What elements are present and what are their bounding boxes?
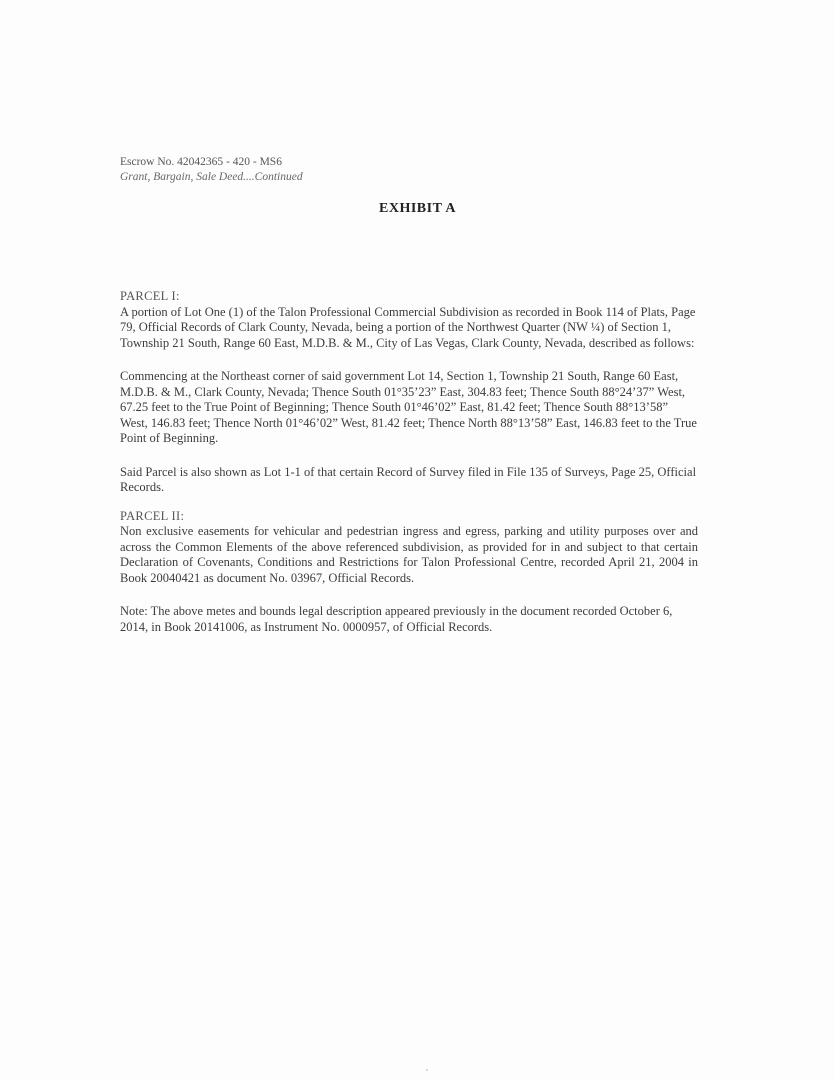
parcel-1-survey-note: Said Parcel is also shown as Lot 1-1 of that certain Record of Survey filed in File 135 of Surveys, Page 25, Official Records.	[120, 464, 697, 494]
parcel-1-description: A portion of Lot One (1) of the Talon Professional Commercial Subdivision as recorded in Book 114 of Plats, Page 79, Official Records of Clark County, Nevada, being a portion of the Northwest Quarter (NW ¼) of Section 1, Township 21 South, Range 60 East, M.D.B. & M., City of Las Vegas, Clark County, Nevada, described as follows:	[120, 304, 696, 350]
document-header	[120, 155, 303, 185]
deed-continued-label: Grant, Bargain, Sale Deed....Continued	[120, 171, 303, 183]
scan-speck	[426, 1069, 428, 1071]
legal-description	[120, 289, 698, 653]
recording-note: Note: The above metes and bounds legal description appeared previously in the document recorded October 6, 2014, in Book 20141006, as Instrument No. 0000957, of Official Records.	[120, 604, 673, 634]
parcel-1-metes-bounds: Commencing at the Northeast corner of said government Lot 14, Section 1, Township 21 South, Range 60 East, M.D.B. & M., Clark County, Nevada; Thence South 01°35’23” East, 304.83 feet; Thence South 88°24’37” West, 67.25 feet to the True Point of Beginning; Thence South 01°46’02” East, 81.42 feet; Thence South 88°13’58” West, 146.83 feet; Thence North 01°46’02” West, 81.42 feet; Thence North 88°13’58” East, 146.83 feet to the True Point of Beginning.	[120, 369, 697, 445]
parcel-2-easements: Non exclusive easements for vehicular and pedestrian ingress and egress, parking and utility purposes over and across the Common Elements of the above referenced subdivision, as provided for in and subject to that certain Declaration of Covenants, Conditions and Restrictions for Talon Professional Centre, recorded April 21, 2004 in Book 20040421 as document No. 03967, Official Records.	[120, 524, 698, 585]
escrow-number: Escrow No. 42042365 - 420 - MS6	[120, 156, 282, 168]
parcel-1-heading: PARCEL I:	[120, 289, 180, 303]
parcel-2-heading: PARCEL II:	[120, 508, 185, 523]
exhibit-title: EXHIBIT A	[379, 201, 456, 216]
